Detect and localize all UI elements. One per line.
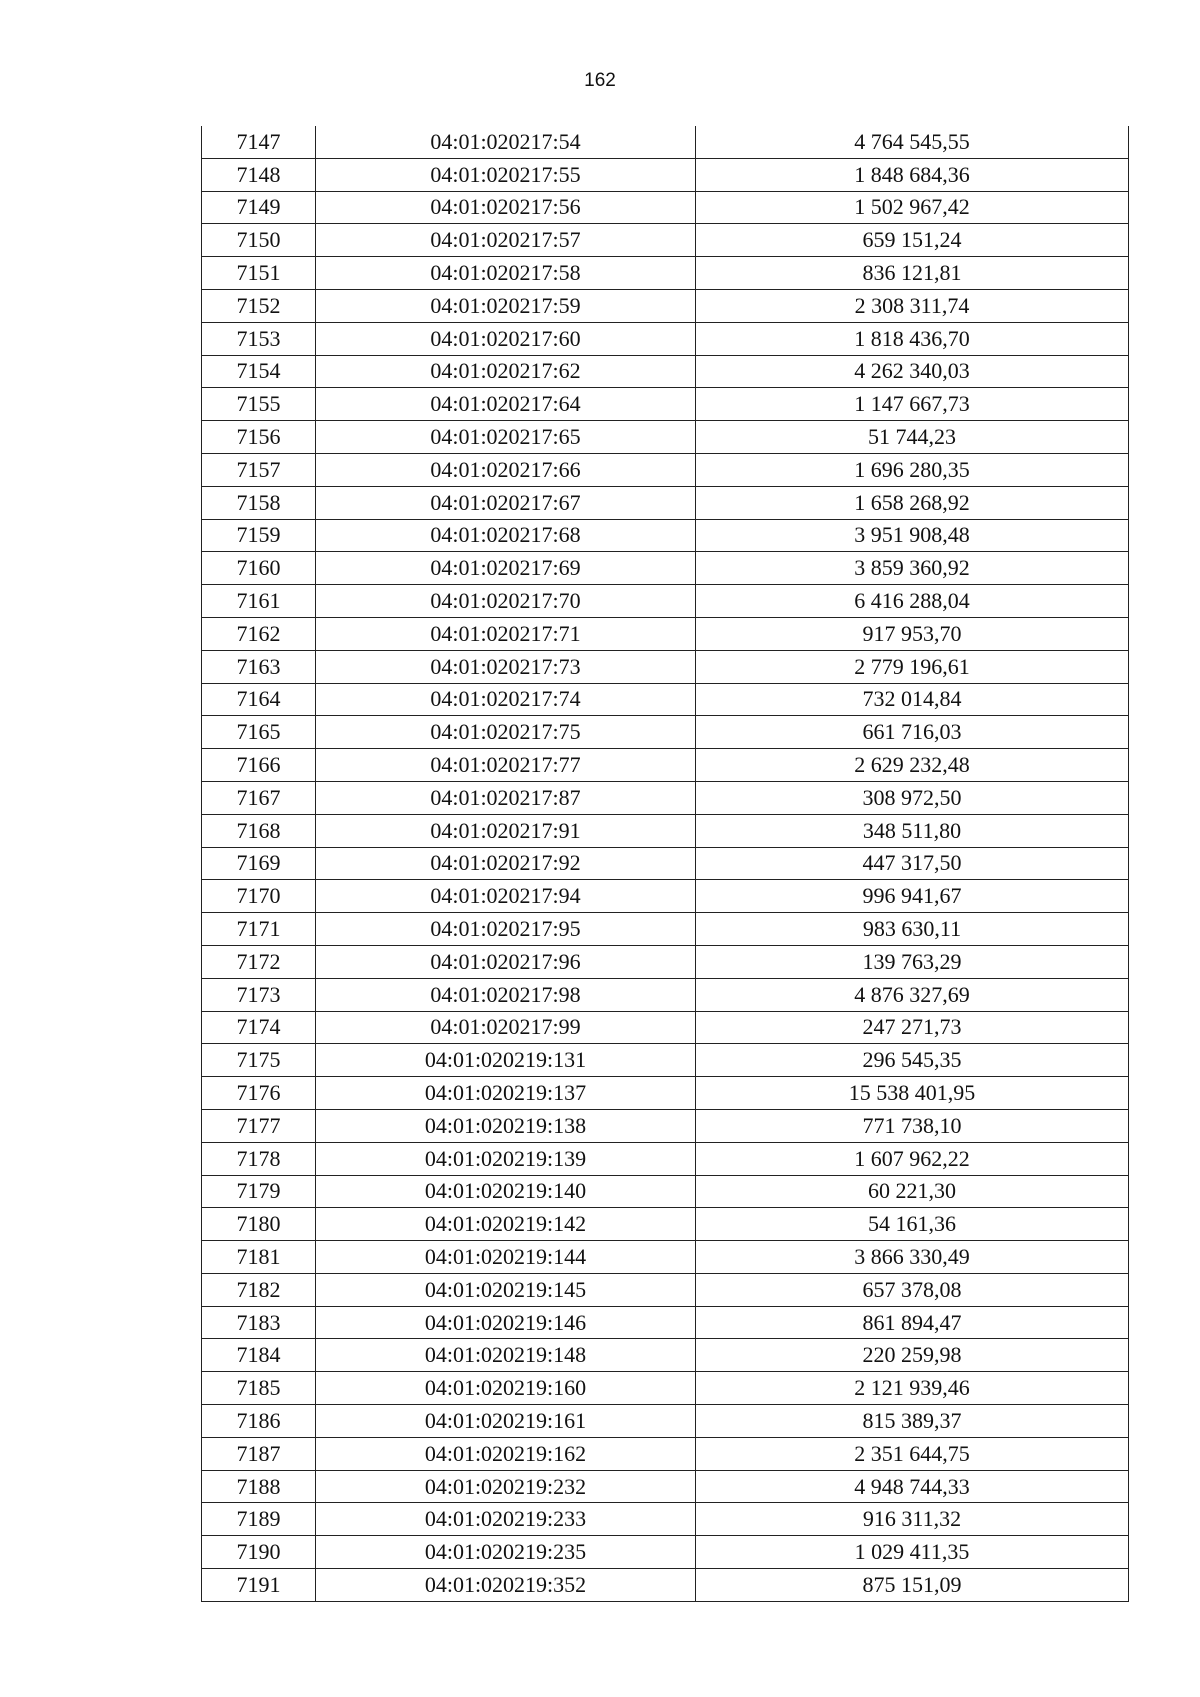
cadastral-number-cell: 04:01:020217:70 — [316, 585, 696, 618]
table-row — [202, 650, 1129, 683]
cadastral-number-cell: 04:01:020217:74 — [316, 683, 696, 716]
table-row — [202, 224, 1129, 257]
table-body — [202, 126, 1129, 1601]
row-number-cell: 7170 — [202, 880, 316, 913]
cadastral-number-cell: 04:01:020219:138 — [316, 1109, 696, 1142]
cadastral-value-cell: 308 972,50 — [696, 781, 1129, 814]
cadastral-value-cell: 4 764 545,55 — [696, 126, 1129, 158]
table-row — [202, 1503, 1129, 1536]
cadastral-number-cell: 04:01:020217:71 — [316, 617, 696, 650]
table-row — [202, 585, 1129, 618]
row-number-cell: 7158 — [202, 486, 316, 519]
table-row — [202, 847, 1129, 880]
table-row — [202, 749, 1129, 782]
cadastral-value-cell: 732 014,84 — [696, 683, 1129, 716]
cadastral-number-cell: 04:01:020219:144 — [316, 1241, 696, 1274]
table-row — [202, 552, 1129, 585]
cadastral-number-cell: 04:01:020219:145 — [316, 1273, 696, 1306]
row-number-cell: 7178 — [202, 1142, 316, 1175]
cadastral-number-cell: 04:01:020217:59 — [316, 289, 696, 322]
cadastral-number-cell: 04:01:020217:91 — [316, 814, 696, 847]
cadastral-value-cell: 2 351 644,75 — [696, 1437, 1129, 1470]
cadastral-value-cell: 659 151,24 — [696, 224, 1129, 257]
row-number-cell: 7174 — [202, 1011, 316, 1044]
cadastral-number-cell: 04:01:020219:131 — [316, 1044, 696, 1077]
cadastral-number-cell: 04:01:020217:58 — [316, 257, 696, 290]
cadastral-value-cell: 1 696 280,35 — [696, 453, 1129, 486]
cadastral-value-cell: 1 147 667,73 — [696, 388, 1129, 421]
row-number-cell: 7172 — [202, 945, 316, 978]
cadastral-number-cell: 04:01:020219:146 — [316, 1306, 696, 1339]
table-row — [202, 1405, 1129, 1438]
row-number-cell: 7189 — [202, 1503, 316, 1536]
row-number-cell: 7168 — [202, 814, 316, 847]
cadastral-value-cell: 2 308 311,74 — [696, 289, 1129, 322]
cadastral-value-cell: 996 941,67 — [696, 880, 1129, 913]
cadastral-value-cell: 220 259,98 — [696, 1339, 1129, 1372]
row-number-cell: 7180 — [202, 1208, 316, 1241]
table-row — [202, 617, 1129, 650]
table-row — [202, 814, 1129, 847]
cadastral-number-cell: 04:01:020217:96 — [316, 945, 696, 978]
cadastral-value-cell: 657 378,08 — [696, 1273, 1129, 1306]
table-row — [202, 289, 1129, 322]
row-number-cell: 7165 — [202, 716, 316, 749]
table-row — [202, 945, 1129, 978]
table-row — [202, 1241, 1129, 1274]
table-row — [202, 322, 1129, 355]
cadastral-number-cell: 04:01:020219:137 — [316, 1077, 696, 1110]
cadastral-number-cell: 04:01:020217:73 — [316, 650, 696, 683]
cadastral-value-cell: 4 876 327,69 — [696, 978, 1129, 1011]
row-number-cell: 7153 — [202, 322, 316, 355]
table-row — [202, 486, 1129, 519]
cadastral-value-cell: 917 953,70 — [696, 617, 1129, 650]
cadastral-number-cell: 04:01:020217:99 — [316, 1011, 696, 1044]
table-row — [202, 519, 1129, 552]
cadastral-number-cell: 04:01:020217:54 — [316, 126, 696, 158]
cadastral-number-cell: 04:01:020219:232 — [316, 1470, 696, 1503]
row-number-cell: 7162 — [202, 617, 316, 650]
cadastral-value-cell: 1 818 436,70 — [696, 322, 1129, 355]
cadastral-number-cell: 04:01:020217:57 — [316, 224, 696, 257]
row-number-cell: 7176 — [202, 1077, 316, 1110]
cadastral-value-cell: 1 029 411,35 — [696, 1536, 1129, 1569]
cadastral-value-cell: 4 948 744,33 — [696, 1470, 1129, 1503]
table-row — [202, 1339, 1129, 1372]
cadastral-number-cell: 04:01:020219:233 — [316, 1503, 696, 1536]
table-row — [202, 716, 1129, 749]
cadastral-value-cell: 3 951 908,48 — [696, 519, 1129, 552]
cadastral-value-cell: 836 121,81 — [696, 257, 1129, 290]
table-row — [202, 880, 1129, 913]
cadastral-number-cell: 04:01:020217:56 — [316, 191, 696, 224]
cadastral-number-cell: 04:01:020217:67 — [316, 486, 696, 519]
row-number-cell: 7167 — [202, 781, 316, 814]
cadastral-number-cell: 04:01:020217:66 — [316, 453, 696, 486]
cadastral-value-cell: 661 716,03 — [696, 716, 1129, 749]
cadastral-value-cell: 815 389,37 — [696, 1405, 1129, 1438]
cadastral-value-cell: 60 221,30 — [696, 1175, 1129, 1208]
table-row — [202, 1372, 1129, 1405]
row-number-cell: 7185 — [202, 1372, 316, 1405]
cadastral-value-cell: 3 859 360,92 — [696, 552, 1129, 585]
table-row — [202, 158, 1129, 191]
table-row — [202, 1437, 1129, 1470]
cadastral-number-cell: 04:01:020219:139 — [316, 1142, 696, 1175]
cadastral-value-cell: 1 502 967,42 — [696, 191, 1129, 224]
row-number-cell: 7147 — [202, 126, 316, 158]
row-number-cell: 7152 — [202, 289, 316, 322]
row-number-cell: 7150 — [202, 224, 316, 257]
cadastral-number-cell: 04:01:020217:98 — [316, 978, 696, 1011]
row-number-cell: 7156 — [202, 421, 316, 454]
row-number-cell: 7149 — [202, 191, 316, 224]
table-row — [202, 257, 1129, 290]
row-number-cell: 7159 — [202, 519, 316, 552]
cadastral-value-cell: 875 151,09 — [696, 1569, 1129, 1602]
row-number-cell: 7182 — [202, 1273, 316, 1306]
cadastral-value-cell: 1 848 684,36 — [696, 158, 1129, 191]
row-number-cell: 7155 — [202, 388, 316, 421]
cadastral-value-cell: 861 894,47 — [696, 1306, 1129, 1339]
cadastral-value-cell: 4 262 340,03 — [696, 355, 1129, 388]
row-number-cell: 7179 — [202, 1175, 316, 1208]
row-number-cell: 7161 — [202, 585, 316, 618]
table-row — [202, 191, 1129, 224]
cadastral-number-cell: 04:01:020217:94 — [316, 880, 696, 913]
cadastral-number-cell: 04:01:020219:161 — [316, 1405, 696, 1438]
cadastral-table-container — [201, 126, 1128, 1602]
row-number-cell: 7151 — [202, 257, 316, 290]
row-number-cell: 7157 — [202, 453, 316, 486]
cadastral-number-cell: 04:01:020217:62 — [316, 355, 696, 388]
row-number-cell: 7164 — [202, 683, 316, 716]
cadastral-number-cell: 04:01:020217:55 — [316, 158, 696, 191]
table-row — [202, 388, 1129, 421]
row-number-cell: 7191 — [202, 1569, 316, 1602]
row-number-cell: 7186 — [202, 1405, 316, 1438]
row-number-cell: 7183 — [202, 1306, 316, 1339]
cadastral-number-cell: 04:01:020219:162 — [316, 1437, 696, 1470]
cadastral-number-cell: 04:01:020217:75 — [316, 716, 696, 749]
table-row — [202, 1306, 1129, 1339]
cadastral-number-cell: 04:01:020219:235 — [316, 1536, 696, 1569]
cadastral-value-cell: 54 161,36 — [696, 1208, 1129, 1241]
row-number-cell: 7177 — [202, 1109, 316, 1142]
cadastral-value-cell: 139 763,29 — [696, 945, 1129, 978]
cadastral-number-cell: 04:01:020217:87 — [316, 781, 696, 814]
table-row — [202, 781, 1129, 814]
row-number-cell: 7187 — [202, 1437, 316, 1470]
table-row — [202, 1208, 1129, 1241]
cadastral-value-cell: 983 630,11 — [696, 913, 1129, 946]
cadastral-number-cell: 04:01:020217:77 — [316, 749, 696, 782]
cadastral-value-cell: 15 538 401,95 — [696, 1077, 1129, 1110]
cadastral-number-cell: 04:01:020217:65 — [316, 421, 696, 454]
row-number-cell: 7184 — [202, 1339, 316, 1372]
cadastral-value-cell: 3 866 330,49 — [696, 1241, 1129, 1274]
table-row — [202, 1077, 1129, 1110]
cadastral-value-cell: 1 607 962,22 — [696, 1142, 1129, 1175]
row-number-cell: 7181 — [202, 1241, 316, 1274]
row-number-cell: 7188 — [202, 1470, 316, 1503]
cadastral-number-cell: 04:01:020219:148 — [316, 1339, 696, 1372]
row-number-cell: 7171 — [202, 913, 316, 946]
table-row — [202, 1470, 1129, 1503]
cadastral-value-cell: 348 511,80 — [696, 814, 1129, 847]
row-number-cell: 7148 — [202, 158, 316, 191]
cadastral-number-cell: 04:01:020219:352 — [316, 1569, 696, 1602]
table-row — [202, 453, 1129, 486]
table-row — [202, 355, 1129, 388]
row-number-cell: 7190 — [202, 1536, 316, 1569]
row-number-cell: 7175 — [202, 1044, 316, 1077]
table-row — [202, 1011, 1129, 1044]
cadastral-value-cell: 916 311,32 — [696, 1503, 1129, 1536]
cadastral-number-cell: 04:01:020217:95 — [316, 913, 696, 946]
cadastral-value-cell: 447 317,50 — [696, 847, 1129, 880]
row-number-cell: 7154 — [202, 355, 316, 388]
cadastral-value-cell: 247 271,73 — [696, 1011, 1129, 1044]
cadastral-value-cell: 2 629 232,48 — [696, 749, 1129, 782]
cadastral-value-cell: 1 658 268,92 — [696, 486, 1129, 519]
row-number-cell: 7163 — [202, 650, 316, 683]
row-number-cell: 7169 — [202, 847, 316, 880]
row-number-cell: 7173 — [202, 978, 316, 1011]
page-number: 162 — [584, 70, 616, 91]
cadastral-number-cell: 04:01:020217:69 — [316, 552, 696, 585]
table-row — [202, 1569, 1129, 1602]
row-number-cell: 7166 — [202, 749, 316, 782]
cadastral-number-cell: 04:01:020219:142 — [316, 1208, 696, 1241]
cadastral-number-cell: 04:01:020217:68 — [316, 519, 696, 552]
table-row — [202, 1142, 1129, 1175]
cadastral-number-cell: 04:01:020217:60 — [316, 322, 696, 355]
cadastral-number-cell: 04:01:020217:64 — [316, 388, 696, 421]
cadastral-number-cell: 04:01:020219:140 — [316, 1175, 696, 1208]
cadastral-value-table — [201, 126, 1129, 1602]
row-number-cell: 7160 — [202, 552, 316, 585]
table-row — [202, 1044, 1129, 1077]
cadastral-value-cell: 771 738,10 — [696, 1109, 1129, 1142]
table-row — [202, 421, 1129, 454]
cadastral-number-cell: 04:01:020217:92 — [316, 847, 696, 880]
table-row — [202, 1536, 1129, 1569]
table-row — [202, 683, 1129, 716]
cadastral-number-cell: 04:01:020219:160 — [316, 1372, 696, 1405]
table-row — [202, 978, 1129, 1011]
cadastral-value-cell: 296 545,35 — [696, 1044, 1129, 1077]
table-row — [202, 1273, 1129, 1306]
table-row — [202, 913, 1129, 946]
table-row — [202, 126, 1129, 158]
cadastral-value-cell: 6 416 288,04 — [696, 585, 1129, 618]
cadastral-value-cell: 51 744,23 — [696, 421, 1129, 454]
cadastral-value-cell: 2 121 939,46 — [696, 1372, 1129, 1405]
table-row — [202, 1175, 1129, 1208]
table-row — [202, 1109, 1129, 1142]
cadastral-value-cell: 2 779 196,61 — [696, 650, 1129, 683]
